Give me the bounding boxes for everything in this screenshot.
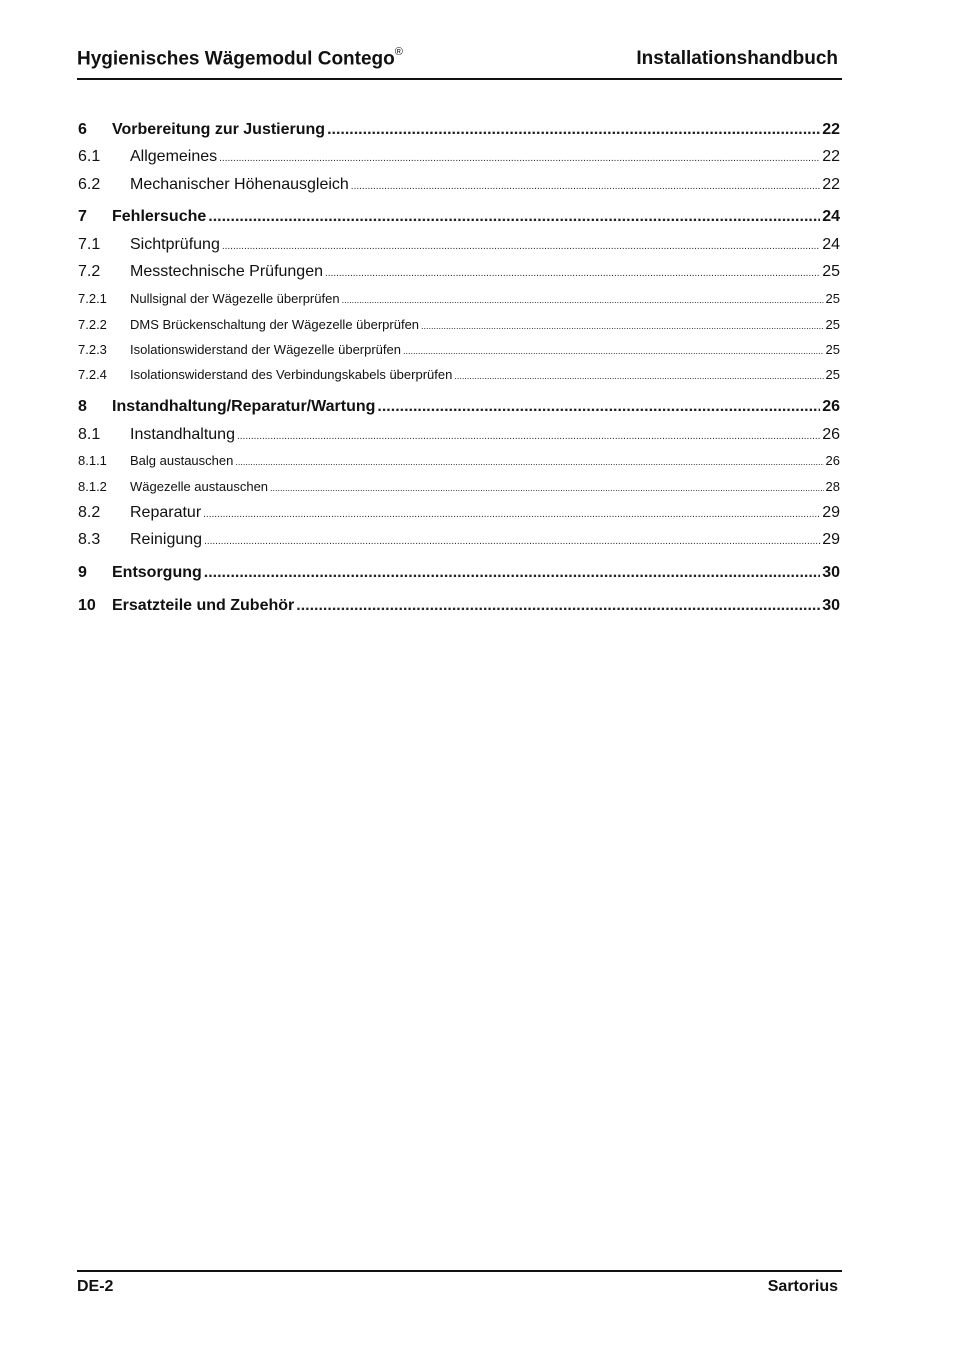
toc-title: Ersatzteile und Zubehör bbox=[112, 597, 295, 614]
toc-title: Reinigung bbox=[130, 531, 203, 548]
toc-page: 26 bbox=[822, 426, 840, 443]
toc-number: 8.3 bbox=[78, 531, 101, 548]
toc-title: Instandhaltung bbox=[130, 426, 235, 443]
toc-title: Isolationswiderstand der Wägezelle überprüfen bbox=[130, 342, 401, 357]
toc-page: 29 bbox=[822, 531, 840, 548]
toc-title: Reparatur bbox=[130, 504, 202, 521]
toc-title: Instandhaltung/Reparatur/Wartung bbox=[112, 398, 376, 415]
toc-page: 24 bbox=[822, 236, 840, 253]
toc-title: Fehlersuche bbox=[112, 208, 207, 225]
toc-page: 26 bbox=[822, 398, 840, 415]
toc-page: 25 bbox=[825, 291, 840, 306]
toc-number: 8 bbox=[78, 398, 87, 415]
company-name: Sartorius bbox=[767, 1278, 838, 1295]
page-number: DE-2 bbox=[77, 1278, 114, 1295]
toc-page: 25 bbox=[825, 342, 840, 357]
toc-title: Balg austauschen bbox=[130, 453, 234, 468]
toc-page: 28 bbox=[825, 479, 840, 494]
toc-entry[interactable] bbox=[78, 398, 840, 416]
toc-number: 7.1 bbox=[78, 236, 101, 253]
toc-number: 6.1 bbox=[78, 148, 101, 165]
toc-page: 25 bbox=[825, 367, 840, 382]
toc-title: Messtechnische Prüfungen bbox=[130, 263, 323, 280]
toc-page: 22 bbox=[822, 176, 840, 193]
toc-page: 24 bbox=[822, 208, 840, 225]
toc-entry[interactable] bbox=[78, 208, 840, 226]
toc-title: Wägezelle austauschen bbox=[130, 479, 269, 494]
toc-entry[interactable] bbox=[78, 597, 840, 615]
toc-title: Allgemeines bbox=[130, 148, 218, 165]
toc-title: Vorbereitung zur Justierung bbox=[112, 121, 326, 138]
toc-entry[interactable] bbox=[78, 342, 840, 357]
toc-number: 10 bbox=[78, 597, 96, 614]
toc-title: Sichtprüfung bbox=[130, 236, 220, 253]
registered-mark: ® bbox=[394, 46, 403, 58]
toc-entry[interactable] bbox=[78, 504, 840, 522]
toc-number: 7.2.3 bbox=[78, 342, 107, 357]
toc-entry[interactable] bbox=[78, 236, 840, 254]
toc-number: 8.1 bbox=[78, 426, 101, 443]
toc-title: Nullsignal der Wägezelle überprüfen bbox=[130, 291, 340, 306]
toc-entry[interactable] bbox=[78, 263, 840, 281]
toc-entry[interactable] bbox=[78, 176, 840, 194]
toc-title: Mechanischer Höhenausgleich bbox=[130, 176, 349, 193]
toc-number: 6 bbox=[78, 121, 87, 138]
toc-page: 30 bbox=[822, 597, 840, 614]
toc-number: 7 bbox=[78, 208, 87, 225]
toc-title: Entsorgung bbox=[112, 564, 202, 581]
toc-number: 6.2 bbox=[78, 176, 101, 193]
toc-page: 22 bbox=[822, 121, 840, 138]
toc-entry[interactable] bbox=[78, 453, 840, 468]
toc-number: 7.2 bbox=[78, 263, 101, 280]
toc-number: 9 bbox=[78, 564, 87, 581]
toc-page: 25 bbox=[822, 263, 840, 280]
toc-entry[interactable] bbox=[78, 317, 840, 332]
toc-number: 7.2.2 bbox=[78, 317, 107, 332]
toc-number: 8.2 bbox=[78, 504, 101, 521]
toc-page: 25 bbox=[825, 317, 840, 332]
toc-entry[interactable] bbox=[78, 121, 840, 139]
toc-entry[interactable] bbox=[78, 564, 840, 582]
toc-entry[interactable] bbox=[78, 531, 840, 549]
toc-entry[interactable] bbox=[78, 291, 840, 306]
page-footer bbox=[77, 1270, 842, 1302]
toc-number: 7.2.1 bbox=[78, 291, 107, 306]
toc-number: 7.2.4 bbox=[78, 367, 107, 382]
toc-entry[interactable] bbox=[78, 367, 840, 382]
toc-page: 26 bbox=[825, 453, 840, 468]
toc-title: Isolationswiderstand des Verbindungskabels überprüfen bbox=[130, 367, 453, 382]
toc-entry[interactable] bbox=[78, 426, 840, 444]
toc-number: 8.1.2 bbox=[78, 479, 107, 494]
toc-page: 30 bbox=[822, 564, 840, 581]
toc-title: DMS Brückenschaltung der Wägezelle überprüfen bbox=[130, 317, 420, 332]
toc-page: 29 bbox=[822, 504, 840, 521]
document-title: Hygienisches Wägemodul Contego® bbox=[77, 46, 403, 70]
manual-type: Installationshandbuch bbox=[636, 48, 838, 69]
toc-page: 22 bbox=[822, 148, 840, 165]
page-header bbox=[77, 46, 842, 80]
toc-entry[interactable] bbox=[78, 148, 840, 166]
toc-number: 8.1.1 bbox=[78, 453, 107, 468]
toc-entry[interactable] bbox=[78, 479, 840, 494]
